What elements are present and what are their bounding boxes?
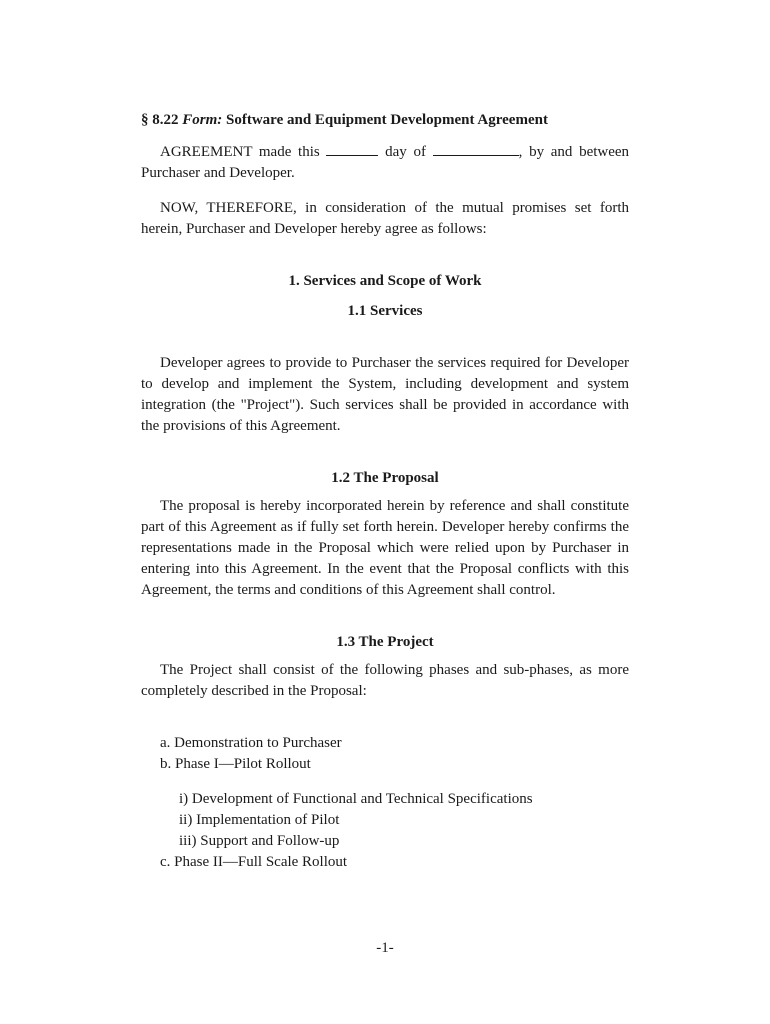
section-1-1-heading: 1.1 Services <box>347 303 423 319</box>
section-1-2-heading: 1.2 The Proposal <box>331 470 439 486</box>
list-item-phase-a: a. Demonstration to Purchaser <box>160 735 342 751</box>
section-number: § 8.22 <box>141 112 179 128</box>
now-therefore-paragraph: NOW, THEREFORE, in consideration of the mutual promises set forth herein, Purchaser and Developer hereby agree as follows: <box>141 200 629 237</box>
intro-part2: day of <box>385 144 426 160</box>
list-item-phase-c: c. Phase II—Full Scale Rollout <box>160 854 348 870</box>
page-number: -1- <box>376 940 394 956</box>
title-text: Software and Equipment Development Agreement <box>226 112 548 128</box>
form-label: Form: <box>182 112 223 128</box>
section-1-2-text: The proposal is hereby incorporated herein by reference and shall constitute part of this Agreement as if fully set forth herein. Developer hereby confirms the representations made in the Proposal which were relied upon by Purchaser in entering into this Agreement. In the event that the Proposal conflicts with this Agreement, the terms and conditions of this Agreement shall control. <box>141 498 629 598</box>
list-item-phase-b: b. Phase I—Pilot Rollout <box>160 756 311 772</box>
section-1-1-text: Developer agrees to provide to Purchaser the services required for Developer to develop and implement the System, including development and system integration (the "Project"). Such services shall be provided in accordance with the provisions of this Agreement. <box>141 355 629 434</box>
document-title <box>141 110 629 131</box>
list-item-subphase-iii: iii) Support and Follow-up <box>179 833 340 849</box>
month-blank <box>433 141 519 156</box>
intro-paragraph <box>141 141 629 184</box>
section-1-heading: 1. Services and Scope of Work <box>288 273 482 289</box>
section-1-3-text: The Project shall consist of the following phases and sub-phases, as more completely described in the Proposal: <box>141 662 629 699</box>
list-item-subphase-ii: ii) Implementation of Pilot <box>179 812 340 828</box>
intro-part3: , by and between Purchaser and Developer. <box>141 144 630 181</box>
document-page <box>141 110 629 873</box>
list-item-subphase-i: i) Development of Functional and Technical Specifications <box>179 791 533 807</box>
intro-part1: AGREEMENT made this <box>160 144 320 160</box>
section-1-3-heading: 1.3 The Project <box>336 634 434 650</box>
day-blank <box>326 141 378 156</box>
